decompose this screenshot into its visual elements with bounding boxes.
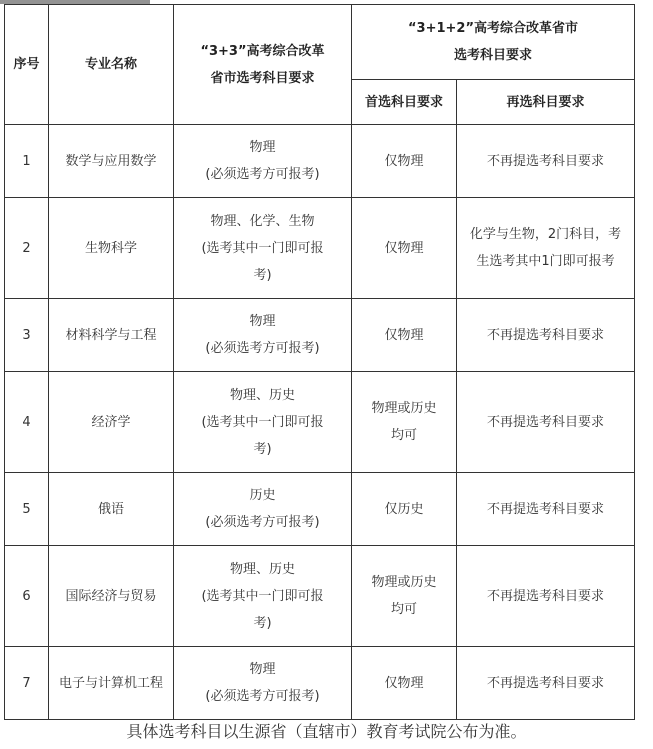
cell-first-choice-line: 物理或历史 <box>371 575 437 590</box>
cell-first-choice <box>352 546 457 647</box>
cell-first-choice <box>352 372 457 473</box>
cell-major: 经济学 <box>49 372 174 473</box>
cell-req-33-line: (必须选考方可报考) <box>205 167 320 182</box>
cell-first-choice-line: 均可 <box>390 602 417 617</box>
table-row <box>5 299 635 372</box>
cell-req-33-line: (选考其中一门即可报 <box>201 414 324 430</box>
cell-second-choice <box>457 198 635 299</box>
header-first-choice: 首选科目要求 <box>352 80 457 125</box>
footnote: 具体选考科目以生源省（直辖市）教育考试院公布为准。 <box>126 722 527 741</box>
cell-first-choice-line: 仅历史 <box>384 501 424 517</box>
header-req-312-line1: “3+1+2”高考综合改革省市 <box>408 21 579 36</box>
cell-first-choice-line: 仅物理 <box>384 675 424 691</box>
table-row <box>5 473 635 546</box>
table-row <box>5 372 635 473</box>
cell-seq: 5 <box>5 473 49 546</box>
cell-req-33 <box>174 125 352 198</box>
cell-req-33-line: 考) <box>253 615 272 631</box>
header-req-312 <box>352 5 635 80</box>
cell-second-choice-line: 化学与生物，2门科目，考 <box>469 227 622 242</box>
cell-first-choice-line: 均可 <box>390 428 417 443</box>
cell-req-33-line: 考) <box>253 267 272 283</box>
table-body <box>5 125 635 720</box>
cell-first-choice <box>352 473 457 546</box>
cell-seq: 2 <box>5 198 49 299</box>
cell-major: 生物科学 <box>49 198 174 299</box>
cell-major: 国际经济与贸易 <box>49 546 174 647</box>
cell-second-choice-line: 不再提选考科目要求 <box>487 327 605 343</box>
table-row <box>5 647 635 720</box>
header-req-312-line2: 选考科目要求 <box>454 48 533 63</box>
cell-major: 数学与应用数学 <box>49 125 174 198</box>
header-second-choice: 再选科目要求 <box>457 80 635 125</box>
cell-second-choice <box>457 299 635 372</box>
cell-req-33-line: (必须选考方可报考) <box>205 341 320 356</box>
cell-major: 材料科学与工程 <box>49 299 174 372</box>
cell-req-33-line: 物理 <box>249 662 276 677</box>
cell-second-choice <box>457 372 635 473</box>
cell-second-choice <box>457 546 635 647</box>
cell-second-choice-line: 不再提选考科目要求 <box>487 153 605 169</box>
cell-req-33 <box>174 198 352 299</box>
cell-req-33 <box>174 647 352 720</box>
subject-requirements-table <box>4 4 635 720</box>
cell-first-choice-line: 仅物理 <box>384 327 424 343</box>
header-seq: 序号 <box>5 5 49 125</box>
cell-req-33-line: (选考其中一门即可报 <box>201 588 324 604</box>
cell-req-33-line: (选考其中一门即可报 <box>201 240 324 256</box>
cell-first-choice <box>352 125 457 198</box>
cell-seq: 3 <box>5 299 49 372</box>
table-row <box>5 125 635 198</box>
cell-req-33-line: (必须选考方可报考) <box>205 515 320 530</box>
cell-second-choice-line: 生选考其中1门即可报考 <box>476 254 615 269</box>
cell-req-33-line: 物理 <box>249 140 276 155</box>
cell-first-choice <box>352 647 457 720</box>
cell-req-33-line: 物理、历史 <box>229 387 295 403</box>
cell-first-choice-line: 仅物理 <box>384 240 424 256</box>
cell-second-choice-line: 不再提选考科目要求 <box>487 414 605 430</box>
cell-req-33-line: 历史 <box>249 488 276 503</box>
cell-first-choice-line: 物理或历史 <box>371 401 437 416</box>
cell-first-choice-line: 仅物理 <box>384 153 424 169</box>
cell-major: 俄语 <box>49 473 174 546</box>
cell-seq: 6 <box>5 546 49 647</box>
cell-req-33-line: 考) <box>253 441 272 457</box>
cell-second-choice <box>457 125 635 198</box>
cell-second-choice-line: 不再提选考科目要求 <box>487 501 605 517</box>
cell-req-33-line: 物理、化学、生物 <box>210 213 315 229</box>
cell-seq: 1 <box>5 125 49 198</box>
cell-first-choice <box>352 198 457 299</box>
table-row <box>5 546 635 647</box>
cell-second-choice <box>457 647 635 720</box>
cell-seq: 7 <box>5 647 49 720</box>
cell-req-33 <box>174 546 352 647</box>
cell-req-33-line: (必须选考方可报考) <box>205 689 320 704</box>
cell-second-choice <box>457 473 635 546</box>
header-req-33-line1: “3+3”高考综合改革 <box>200 43 325 59</box>
header-req-33 <box>174 5 352 125</box>
cell-first-choice <box>352 299 457 372</box>
cell-second-choice-line: 不再提选考科目要求 <box>487 675 605 691</box>
cell-seq: 4 <box>5 372 49 473</box>
header-row-top <box>5 5 635 80</box>
cell-req-33-line: 物理 <box>249 314 276 329</box>
table-row <box>5 198 635 299</box>
cell-major: 电子与计算机工程 <box>49 647 174 720</box>
cell-req-33 <box>174 299 352 372</box>
cell-second-choice-line: 不再提选考科目要求 <box>487 588 605 604</box>
cell-req-33 <box>174 372 352 473</box>
header-req-33-line2: 省市选考科目要求 <box>210 70 315 86</box>
cell-req-33-line: 物理、历史 <box>229 561 295 577</box>
cell-req-33 <box>174 473 352 546</box>
header-major: 专业名称 <box>49 5 174 125</box>
